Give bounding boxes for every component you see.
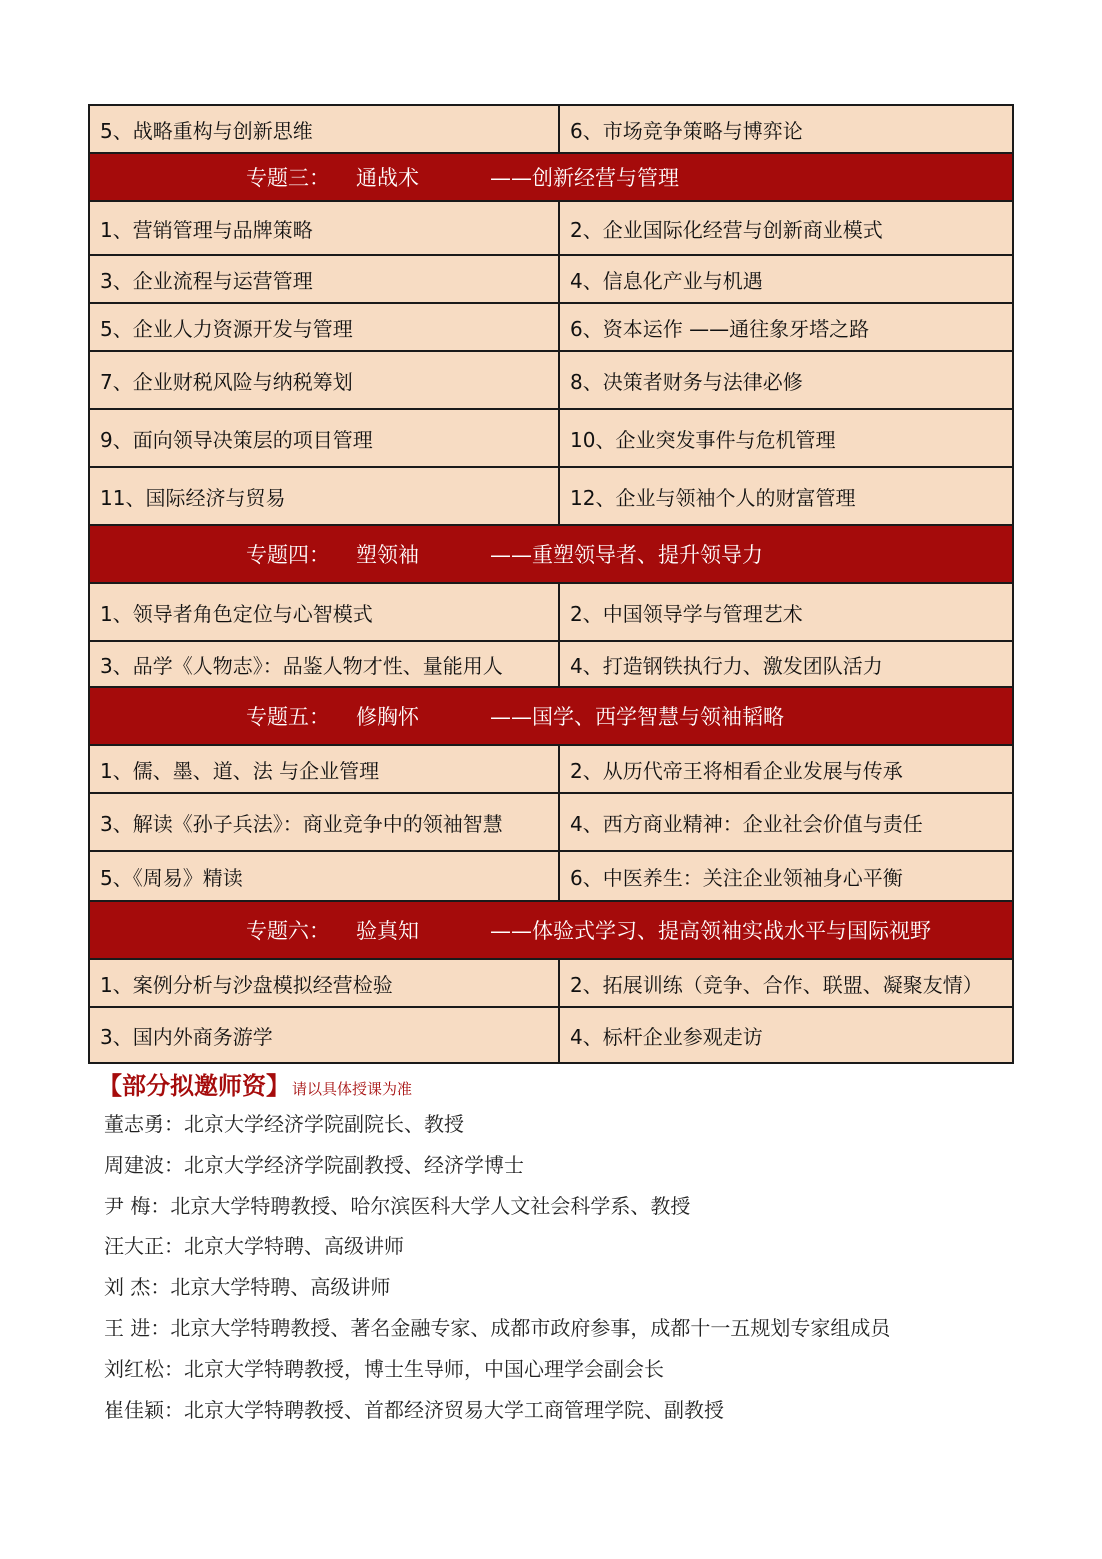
table-row — [89, 255, 1013, 303]
table-row — [89, 1007, 1013, 1063]
section-header-cell — [89, 901, 1013, 959]
section-header-cell — [89, 153, 1013, 201]
teacher-item: 刘 杰：北京大学特聘、高级讲师 — [104, 1275, 391, 1300]
section-label: 专题六： — [246, 919, 330, 943]
teacher-item: 刘红松：北京大学特聘教授，博士生导师，中国心理学会副会长 — [104, 1356, 664, 1381]
course-item-right: 4、西方商业精神：企业社会价值与责任 — [559, 793, 1013, 851]
section-header — [90, 539, 1012, 569]
table-row — [89, 303, 1013, 351]
course-item-left: 3、品学《人物志》：品鉴人物才性、量能用人 — [89, 641, 559, 687]
course-item-right: 2、中国领导学与管理艺术 — [559, 583, 1013, 641]
section-name: 通战术 — [356, 166, 419, 190]
table-row — [89, 583, 1013, 641]
section-description: ——重塑领导者、提升领导力 — [490, 543, 763, 567]
table-row — [89, 351, 1013, 409]
faculty-note: 请以具体授课为准 — [292, 1080, 413, 1098]
course-item-left: 9、面向领导决策层的项目管理 — [89, 409, 559, 467]
section-header-cell — [89, 525, 1013, 583]
section-name: 修胸怀 — [356, 705, 419, 729]
teacher-list — [104, 1104, 1064, 1430]
section-label: 专题四： — [246, 543, 330, 567]
course-item-right: 12、企业与领袖个人的财富管理 — [559, 467, 1013, 525]
table-body — [89, 105, 1013, 1063]
section-header-row — [89, 153, 1013, 201]
teacher-item: 王 进：北京大学特聘教授、著名金融专家、成都市政府参事，成都十一五规划专家组成员 — [104, 1315, 891, 1340]
table-row — [89, 641, 1013, 687]
faculty-heading — [98, 1066, 1064, 1104]
faculty-section — [98, 1066, 1064, 1430]
table-row — [89, 201, 1013, 255]
section-label: 专题三： — [246, 166, 330, 190]
table-row — [89, 745, 1013, 793]
course-item-right: 8、决策者财务与法律必修 — [559, 351, 1013, 409]
course-item-left: 1、领导者角色定位与心智模式 — [89, 583, 559, 641]
section-header — [90, 162, 1012, 192]
course-table — [88, 104, 1014, 1064]
teacher-item: 周建波：北京大学经济学院副教授、经济学博士 — [104, 1152, 524, 1177]
section-name: 验真知 — [356, 919, 419, 943]
table-row — [89, 105, 1013, 153]
course-item-left: 5、《周易》精读 — [89, 851, 559, 901]
teacher-item: 汪大正：北京大学特聘、高级讲师 — [104, 1234, 404, 1259]
course-item-right: 4、信息化产业与机遇 — [559, 255, 1013, 303]
course-item-left: 5、企业人力资源开发与管理 — [89, 303, 559, 351]
table-row — [89, 959, 1013, 1007]
table-row — [89, 793, 1013, 851]
course-item-right: 2、企业国际化经营与创新商业模式 — [559, 201, 1013, 255]
section-header — [90, 915, 1012, 945]
course-item-left: 3、国内外商务游学 — [89, 1007, 559, 1063]
course-item-left: 1、营销管理与品牌策略 — [89, 201, 559, 255]
course-item-left: 1、儒、墨、道、法 与企业管理 — [89, 745, 559, 793]
course-item-left: 3、解读《孙子兵法》：商业竞争中的领袖智慧 — [89, 793, 559, 851]
course-item-left: 5、战略重构与创新思维 — [89, 105, 559, 153]
course-item-right: 4、打造钢铁执行力、激发团队活力 — [559, 641, 1013, 687]
section-header-row — [89, 687, 1013, 745]
section-description: ——体验式学习、提高领袖实战水平与国际视野 — [490, 919, 931, 943]
course-item-left: 11、国际经济与贸易 — [89, 467, 559, 525]
section-description: ——创新经营与管理 — [490, 166, 679, 190]
course-item-right: 6、市场竞争策略与博弈论 — [559, 105, 1013, 153]
section-description: ——国学、西学智慧与领袖韬略 — [490, 705, 784, 729]
table-row — [89, 409, 1013, 467]
faculty-title: 【部分拟邀师资】 — [98, 1072, 290, 1100]
course-item-right: 2、拓展训练（竞争、合作、联盟、凝聚友情） — [559, 959, 1013, 1007]
course-item-left: 1、案例分析与沙盘模拟经营检验 — [89, 959, 559, 1007]
table-row — [89, 467, 1013, 525]
course-item-left: 3、企业流程与运营管理 — [89, 255, 559, 303]
table-row — [89, 851, 1013, 901]
teacher-item: 崔佳颖：北京大学特聘教授、首都经济贸易大学工商管理学院、副教授 — [104, 1397, 724, 1422]
section-header-row — [89, 901, 1013, 959]
course-item-right: 6、资本运作 ——通往象牙塔之路 — [559, 303, 1013, 351]
course-item-right: 4、标杆企业参观走访 — [559, 1007, 1013, 1063]
teacher-item: 董志勇：北京大学经济学院副院长、教授 — [104, 1112, 464, 1136]
course-item-right: 6、中医养生：关注企业领袖身心平衡 — [559, 851, 1013, 901]
section-header — [90, 701, 1012, 731]
section-name: 塑领袖 — [356, 543, 419, 567]
section-label: 专题五： — [246, 705, 330, 729]
course-item-left: 7、企业财税风险与纳税筹划 — [89, 351, 559, 409]
section-header-row — [89, 525, 1013, 583]
section-header-cell — [89, 687, 1013, 745]
course-item-right: 10、企业突发事件与危机管理 — [559, 409, 1013, 467]
course-item-right: 2、从历代帝王将相看企业发展与传承 — [559, 745, 1013, 793]
teacher-item: 尹 梅：北京大学特聘教授、哈尔滨医科大学人文社会科学系、教授 — [104, 1193, 691, 1218]
